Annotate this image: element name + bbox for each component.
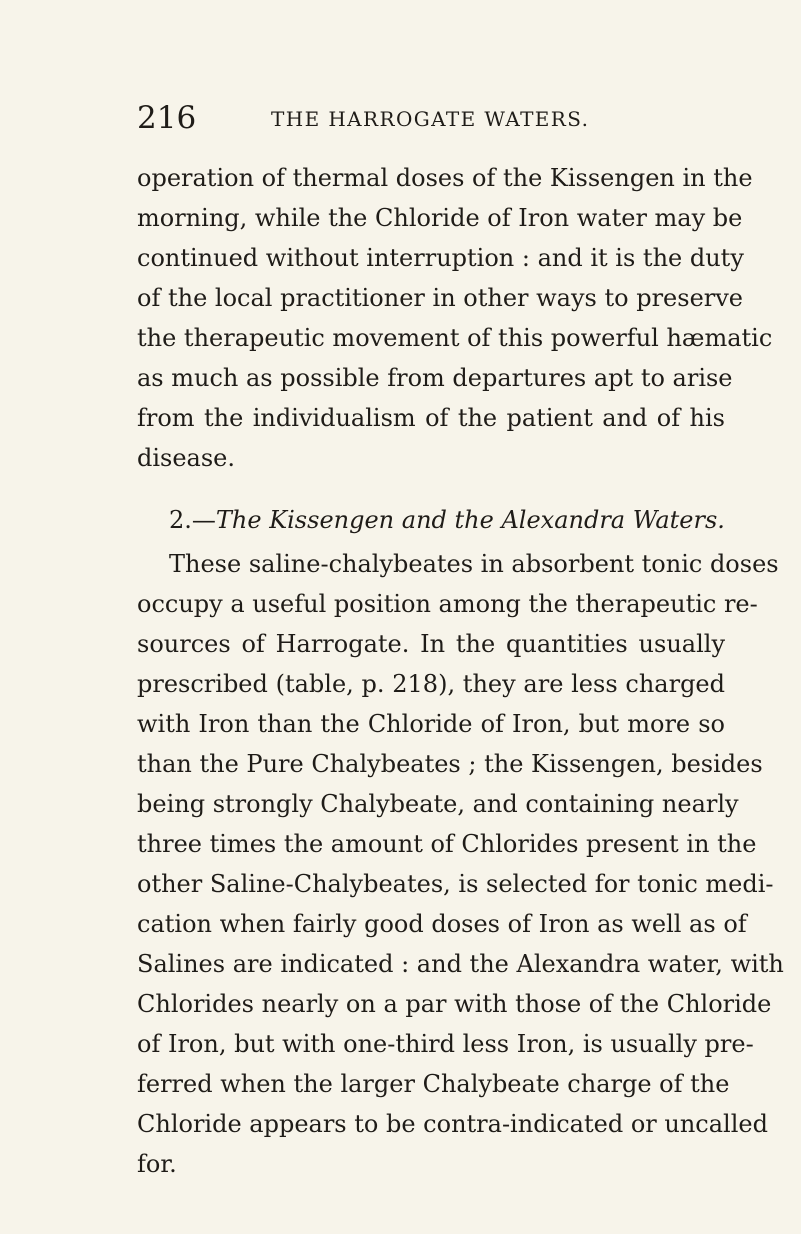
page-number: 216 <box>137 100 197 136</box>
text-line: ferred when the larger Chalybeate charge of the <box>137 1070 730 1098</box>
text-line: continued without interruption : and it is the duty <box>137 244 744 272</box>
text-line: cation when fairly good doses of Iron as well as of <box>137 910 747 938</box>
text-line: occupy a useful position among the therapeutic re- <box>137 590 758 618</box>
text-line: Salines are indicated : and the Alexandra water, with <box>137 950 784 978</box>
text-line: Chloride appears to be contra-indicated or uncalled <box>137 1110 768 1138</box>
text-line: as much as possible from departures apt to arise <box>137 364 733 392</box>
text-line: of the local practitioner in other ways to preserve <box>137 284 743 312</box>
text-line: of Iron, but with one-third less Iron, is usually pre- <box>137 1030 754 1058</box>
text-line: from the individualism of the patient and of his <box>137 404 725 432</box>
text-line: being strongly Chalybeate, and containing nearly <box>137 790 739 818</box>
section-number: 2.— <box>169 506 216 534</box>
running-title: THE HARROGATE WATERS. <box>271 107 590 131</box>
text-line: prescribed (table, p. 218), they are less charged <box>137 670 725 698</box>
text-line: These saline-chalybeates in absorbent tonic doses <box>169 550 779 578</box>
text-line: for. <box>137 1150 177 1178</box>
text-line: operation of thermal doses of the Kissengen in the <box>137 164 753 192</box>
text-line: other Saline-Chalybeates, is selected for tonic medi- <box>137 870 774 898</box>
text-line: the therapeutic movement of this powerful hæmatic <box>137 324 773 352</box>
text-line: three times the amount of Chlorides present in the <box>137 830 757 858</box>
text-line: with Iron than the Chloride of Iron, but more so <box>137 710 725 738</box>
text-line: morning, while the Chloride of Iron water may be <box>137 204 743 232</box>
text-line: sources of Harrogate. In the quantities usually <box>137 630 725 658</box>
section-heading <box>169 500 725 540</box>
section-title: The Kissengen and the Alexandra Waters. <box>215 506 725 534</box>
text-line: disease. <box>137 444 236 472</box>
text-line: Chlorides nearly on a par with those of the Chloride <box>137 990 772 1018</box>
page-header <box>0 98 801 138</box>
text-line: than the Pure Chalybeates ; the Kissengen, besides <box>137 750 763 778</box>
